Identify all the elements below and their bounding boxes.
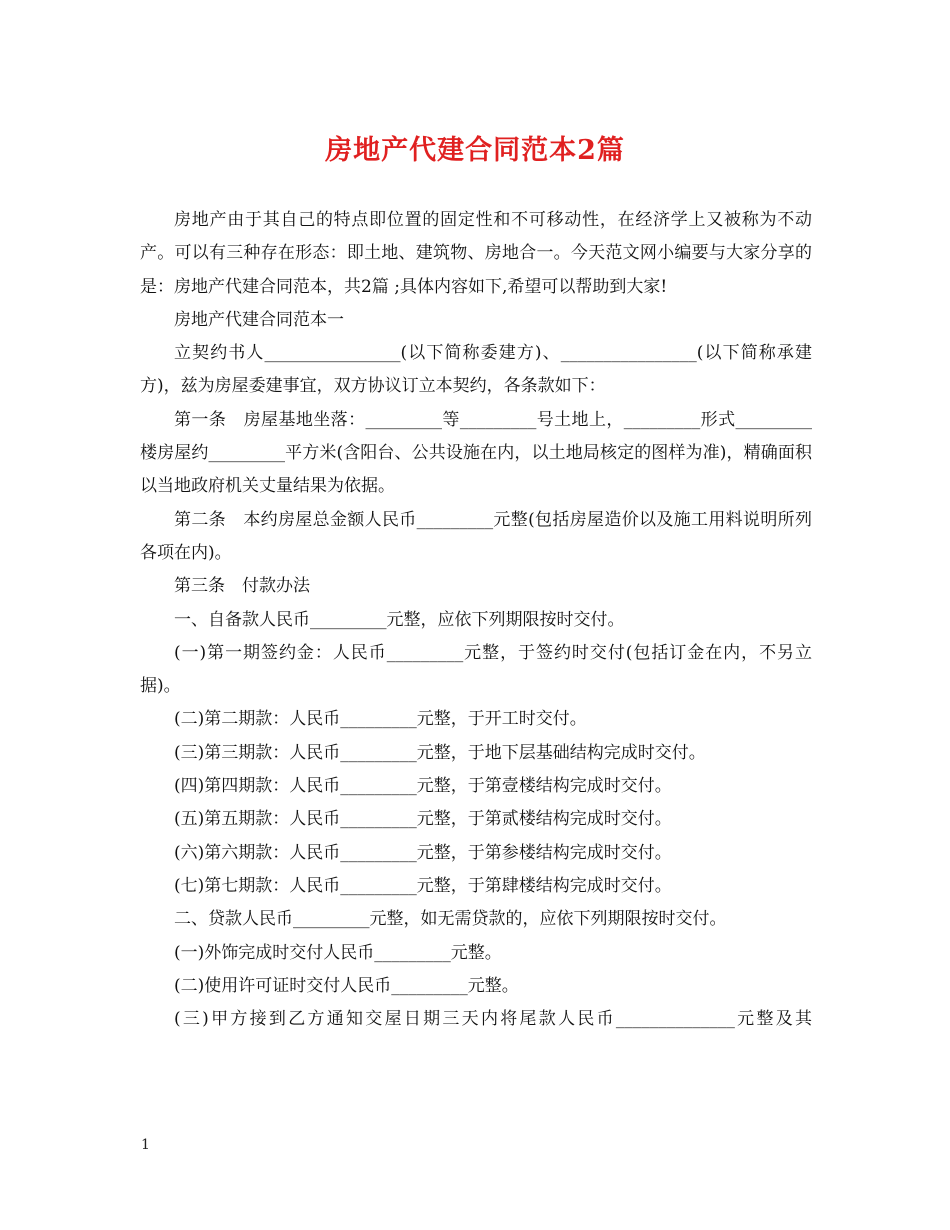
loan-item: 二、贷款人民币_________元整，如无需贷款的，应依下列期限按时交付。 bbox=[174, 909, 727, 930]
article-1: 第一条 房屋基地坐落：_________等_________号土地上，_________形式_________楼房屋约_________平方米(含阳台、公共设施在内，以土地局核定的图样为准)，精确面积以当地政府机关丈量结果为依据。 bbox=[140, 409, 812, 497]
final-payment-item: (三)甲方接到乙方通知交屋日期三天内将尾款人民币______________元整及其 bbox=[174, 1009, 812, 1030]
payment-item: (二)第二期款：人民币_________元整，于开工时交付。 bbox=[174, 709, 587, 730]
document-title: 房地产代建合同范本2篇 bbox=[325, 135, 625, 166]
payment-item: (五)第五期款：人民币_________元整，于第贰楼结构完成时交付。 bbox=[174, 809, 672, 830]
payment-item: (六)第六期款：人民币_________元整，于第参楼结构完成时交付。 bbox=[174, 842, 672, 863]
payment-item: (七)第七期款：人民币_________元整，于第肆楼结构完成时交付。 bbox=[174, 875, 672, 896]
payment-item: (一)第一期签约金：人民币_________元整，于签约时交付(包括订金在内，不另立据)。 bbox=[140, 642, 812, 697]
loan-item: (一)外饰完成时交付人民币_________元整。 bbox=[174, 942, 502, 963]
article-2: 第二条 本约房屋总金额人民币_________元整(包括房屋造价以及施工用料说明所列各项在内)。 bbox=[140, 509, 812, 563]
payment-item: 一、自备款人民币_________元整，应依下列期限按时交付。 bbox=[174, 609, 625, 630]
loan-item: (二)使用许可证时交付人民币_________元整。 bbox=[174, 975, 519, 996]
article-3-heading: 第三条 付款办法 bbox=[174, 576, 310, 597]
payment-item: (三)第三期款：人民币_________元整，于地下层基础结构完成时交付。 bbox=[174, 742, 706, 763]
document-body bbox=[140, 204, 812, 1036]
payment-item: (四)第四期款：人民币_________元整，于第壹楼结构完成时交付。 bbox=[174, 776, 672, 797]
intro-paragraph: 房地产由于其自己的特点即位置的固定性和不可移动性，在经济学上又被称为不动产。可以有三种存在形态：即土地、建筑物、房地合一。今天范文网小编要与大家分享的是：房地产代建合同范本，共2篇 ;具体内容如下,希望可以帮助到大家! bbox=[140, 210, 812, 297]
parties-paragraph: 立契约书人________________(以下简称委建方)、________________(以下简称承建方)，兹为房屋委建事宜，双方协议订立本契约，各条款如下： bbox=[140, 343, 812, 397]
page-number: 1 bbox=[141, 1137, 150, 1153]
contract-heading: 房地产代建合同范本一 bbox=[174, 309, 344, 330]
